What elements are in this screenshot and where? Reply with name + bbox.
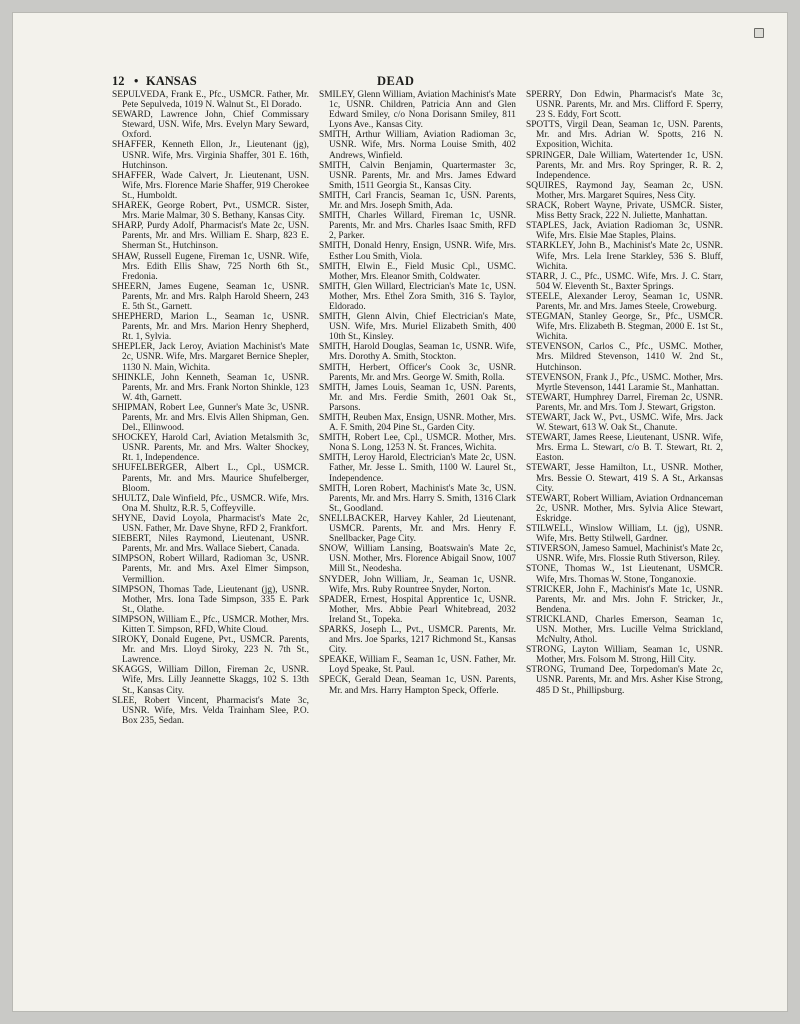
casualty-entry: STEGMAN, Stanley George, Sr., Pfc., USMCR. Wife, Mrs. Elizabeth B. Stegman, 2000 E. 1st St., Wichita. xyxy=(526,312,723,343)
casualty-entry: SMITH, Charles Willard, Fireman 1c, USNR. Parents, Mr. and Mrs. Charles Isaac Smith, RFD 2, Parker. xyxy=(319,211,516,242)
casualty-entry: SHAFFER, Kenneth Ellon, Jr., Lieutenant (jg), USNR. Wife, Mrs. Virginia Shaffer, 301 E. 16th, Hutchinson. xyxy=(112,140,309,171)
casualty-entry: SMITH, Donald Henry, Ensign, USNR. Wife, Mrs. Esther Lou Smith, Viola. xyxy=(319,241,516,262)
casualty-entry: STARKLEY, John B., Machinist's Mate 2c, USNR. Wife, Mrs. Lela Irene Starkley, 536 S. Bluff, Wichita. xyxy=(526,241,723,272)
casualty-entry: SMITH, Carl Francis, Seaman 1c, USN. Parents, Mr. and Mrs. Joseph Smith, Ada. xyxy=(319,190,516,212)
casualty-entry: SMITH, James Louis, Seaman 1c, USN. Parents, Mr. and Mrs. Ferdie Smith, 2601 Oak St., Parsons. xyxy=(319,382,516,413)
casualty-entry: STRICKLAND, Charles Emerson, Seaman 1c, USN. Mother, Mrs. Lucille Velma Strickland, McNulty, Athol. xyxy=(526,614,723,646)
casualty-entry: SMITH, Harold Douglas, Seaman 1c, USNR. Wife, Mrs. Dorothy A. Smith, Stockton. xyxy=(319,342,516,363)
casualty-entry: SHAFFER, Wade Calvert, Jr. Lieutenant, USN. Wife, Mrs. Florence Marie Shaffer, 919 Cherokee St., Humboldt. xyxy=(112,170,309,201)
casualty-entry: STEVENSON, Frank J., Pfc., USMC. Mother, Mrs. Myrtle Stevenson, 1441 Laramie St., Manhattan. xyxy=(526,372,723,393)
casualty-entry: STIVERSON, Jameso Samuel, Machinist's Mate 2c, USNR. Wife, Mrs. Flossie Ruth Stiverson, Riley. xyxy=(526,544,723,565)
casualty-entry: STARR, J. C., Pfc., USMC. Wife, Mrs. J. C. Starr, 504 W. Eleventh St., Baxter Springs. xyxy=(526,271,723,292)
casualty-entry: SMITH, Loren Robert, Machinist's Mate 3c, USN. Parents, Mr. and Mrs. Harry S. Smith, 1316 Clark St., Goodland. xyxy=(319,483,516,514)
casualty-entry: SEPULVEDA, Frank E., Pfc., USMCR. Father, Mr. Pete Sepulveda, 1019 N. Walnut St., El Dorado. xyxy=(112,90,309,111)
corner-mark xyxy=(754,28,764,38)
casualty-entry: STRICKER, John F., Machinist's Mate 1c, USNR. Parents, Mr. and Mrs. John F. Stricker, Jr., Bendena. xyxy=(526,584,723,615)
casualty-entry: SPECK, Gerald Dean, Seaman 1c, USN. Parents, Mr. and Mrs. Harry Hampton Speck, Offerle. xyxy=(319,675,516,696)
casualty-entry: SHEPHERD, Marion L., Seaman 1c, USNR. Parents, Mr. and Mrs. Marion Henry Shepherd, Rt. 1, Sylvia. xyxy=(112,312,309,343)
casualty-entry: SIMPSON, William E., Pfc., USMCR. Mother, Mrs. Kitten T. Simpson, RFD, White Cloud. xyxy=(112,614,309,635)
casualty-entry: SHULTZ, Dale Winfield, Pfc., USMCR. Wife, Mrs. Ona M. Shultz, R.R. 5, Coffeyville. xyxy=(112,493,309,514)
casualty-entry: SHOCKEY, Harold Carl, Aviation Metalsmith 3c, USNR. Parents, Mr. and Mrs. Walter Shockey, Rt. 1, Independence. xyxy=(112,433,309,464)
casualty-entry: STEWART, Robert William, Aviation Ordnanceman 2c, USNR. Mother, Mrs. Sylvia Alice Stewart, Eskridge. xyxy=(526,493,723,524)
casualty-entry: STAPLES, Jack, Aviation Radioman 3c, USNR. Wife, Mrs. Elsie Mae Staples, Plains. xyxy=(526,221,723,242)
casualty-entry: SHEPLER, Jack Leroy, Aviation Machinist's Mate 2c, USNR. Wife, Mrs. Margaret Bernice Shepler, 1130 N. Main, Wichita. xyxy=(112,342,309,373)
casualty-entry: STRONG, Trumand Dee, Torpedoman's Mate 2c, USNR. Parents, Mr. and Mrs. Asher Kise Strong, 485 D St., Phillipsburg. xyxy=(526,665,723,696)
casualty-entry: SHIPMAN, Robert Lee, Gunner's Mate 3c, USNR. Parents, Mr. and Mrs. Elvis Allen Shipman, Gen. Del., Ellinwood. xyxy=(112,402,309,434)
column-1 xyxy=(112,90,309,726)
casualty-entry: SMITH, Glen Willard, Electrician's Mate 1c, USN. Mother, Mrs. Ethel Zora Smith, 316 S. Taylor, Eldorado. xyxy=(319,281,516,312)
casualty-entry: SIROKY, Donald Eugene, Pvt., USMCR. Parents, Mr. and Mrs. Lloyd Siroky, 223 N. 7th St., Lawrence. xyxy=(112,635,309,666)
casualty-entry: SHEERN, James Eugene, Seaman 1c, USNR. Parents, Mr. and Mrs. Ralph Harold Sheern, 243 E. 5th St., Garnett. xyxy=(112,281,309,312)
casualty-entry: SHARP, Purdy Adolf, Pharmacist's Mate 2c, USN. Parents, Mr. and Mrs. William E. Sharp, 823 E. Sherman St., Hutchinson. xyxy=(112,221,309,252)
casualty-entry: SPRINGER, Dale William, Watertender 1c, USN. Parents, Mr. and Mrs. Roy Springer, R. R. 2, Independence. xyxy=(526,150,723,181)
casualty-entry: SKAGGS, William Dillon, Fireman 2c, USNR. Wife, Mrs. Lilly Jeannette Skaggs, 102 S. 13th St., Kansas City. xyxy=(112,665,309,696)
casualty-columns xyxy=(112,90,724,1000)
casualty-entry: SNOW, William Lansing, Boatswain's Mate 2c, USN. Mother, Mrs. Florence Abigail Snow, 1007 Mill St., Neodesha. xyxy=(319,544,516,575)
casualty-entry: STEVENSON, Carlos C., Pfc., USMC. Mother, Mrs. Mildred Stevenson, 1410 W. 2nd St., Hutchinson. xyxy=(526,342,723,373)
casualty-entry: SMITH, Glenn Alvin, Chief Electrician's Mate, USN. Wife, Mrs. Muriel Elizabeth Smith, 400 10th St., Kinsley. xyxy=(319,312,516,343)
casualty-entry: SIMPSON, Thomas Tade, Lieutenant (jg), USNR. Mother, Mrs. Iona Tade Simpson, 335 E. Park St., Olathe. xyxy=(112,584,309,615)
column-2 xyxy=(319,90,516,696)
casualty-entry: STEWART, James Reese, Lieutenant, USNR. Wife, Mrs. Erma L. Stewart, c/o B. T. Stewart, Rt. 2, Easton. xyxy=(526,433,723,464)
casualty-entry: SQUIRES, Raymond Jay, Seaman 2c, USN. Mother, Mrs. Margaret Squires, Ness City. xyxy=(526,180,723,201)
casualty-entry: SMILEY, Glenn William, Aviation Machinist's Mate 1c, USNR. Children, Patricia Ann and Glen Edward Smiley, c/o Nona Dorisann Smiley, 811 Lyons Ave., Kansas City. xyxy=(319,90,516,131)
casualty-entry: STEELE, Alexander Leroy, Seaman 1c, USNR. Parents, Mr. and Mrs. James Steele, Croweburg. xyxy=(526,291,723,312)
casualty-entry: SHAREK, George Robert, Pvt., USMCR. Sister, Mrs. Marie Malmar, 30 S. Bethany, Kansas City. xyxy=(112,201,309,222)
casualty-entry: SMITH, Leroy Harold, Electrician's Mate 2c, USN. Father, Mr. Jesse L. Smith, 1100 W. Laurel St., Independence. xyxy=(319,453,516,484)
casualty-entry: SIMPSON, Robert Willard, Radioman 3c, USNR. Parents, Mr. and Mrs. Axel Elmer Simpson, Vermillion. xyxy=(112,554,309,585)
casualty-entry: SMITH, Elwin E., Field Music Cpl., USMC. Mother, Mrs. Eleanor Smith, Coldwater. xyxy=(319,261,516,282)
casualty-entry: SLEE, Robert Vincent, Pharmacist's Mate 3c, USNR. Wife, Mrs. Velda Trainham Slee, P.O. Box 235, Sedan. xyxy=(112,695,309,726)
page-title: DEAD xyxy=(377,74,415,88)
casualty-entry: SEWARD, Lawrence John, Chief Commissary Steward, USN. Wife, Mrs. Evelyn Mary Seward, Oxford. xyxy=(112,110,309,141)
header-bullet: • xyxy=(134,74,139,88)
casualty-entry: SMITH, Herbert, Officer's Cook 3c, USNR. Parents, Mr. and Mrs. George W. Smith, Rolla. xyxy=(319,362,516,383)
state-name: KANSAS xyxy=(146,74,197,88)
casualty-entry: STEWART, Jack W., Pvt., USMC. Wife, Mrs. Jack W. Stewart, 613 W. Oak St., Chanute. xyxy=(526,413,723,434)
page-number: 12 xyxy=(112,74,125,88)
casualty-entry: SMITH, Reuben Max, Ensign, USNR. Mother, Mrs. A. F. Smith, 204 Pine St., Garden City. xyxy=(319,413,516,434)
casualty-entry: SPARKS, Joseph L., Pvt., USMCR. Parents, Mr. and Mrs. Joe Sparks, 1217 Richmond St., Kansas City. xyxy=(319,624,516,656)
casualty-entry: STEWART, Humphrey Darrel, Fireman 2c, USNR. Parents, Mr. and Mrs. Tom J. Stewart, Grigston. xyxy=(526,392,723,413)
casualty-entry: SHINKLE, John Kenneth, Seaman 1c, USNR. Parents, Mr. and Mrs. Frank Norton Shinkle, 123 W. 4th, Garnett. xyxy=(112,372,309,403)
casualty-entry: STEWART, Jesse Hamilton, Lt., USNR. Mother, Mrs. Bessie O. Stewart, 419 S. A St., Arkansas City. xyxy=(526,463,723,494)
casualty-entry: SPERRY, Don Edwin, Pharmacist's Mate 3c, USNR. Parents, Mr. and Mrs. Clifford F. Sperry, 23 S. Eddy, Fort Scott. xyxy=(526,90,723,121)
casualty-entry: SPOTTS, Virgil Dean, Seaman 1c, USN. Parents, Mr. and Mrs. Adrian W. Spotts, 216 N. Exposition, Wichita. xyxy=(526,120,723,151)
casualty-entry: STONE, Thomas W., 1st Lieutenant, USMCR. Wife, Mrs. Thomas W. Stone, Tonganoxie. xyxy=(526,564,723,585)
casualty-entry: STRONG, Layton William, Seaman 1c, USNR. Mother, Mrs. Folsom M. Strong, Hill City. xyxy=(526,645,723,666)
casualty-entry: SHUFELBERGER, Albert L., Cpl., USMCR. Parents, Mr. and Mrs. Maurice Shufelberger, Bloom. xyxy=(112,463,309,494)
casualty-entry: SHYNE, David Loyola, Pharmacist's Mate 2c, USN. Father, Mr. Dave Shyne, RFD 2, Frankfort. xyxy=(112,513,309,535)
casualty-entry: SNELLBACKER, Harvey Kahler, 2d Lieutenant, USMCR. Parents, Mr. and Mrs. Henry F. Snellbacker, Page City. xyxy=(319,513,516,545)
casualty-entry: SMITH, Calvin Benjamin, Quartermaster 3c, USNR. Parents, Mr. and Mrs. James Edward Smith, 1511 Georgia St., Kansas City. xyxy=(319,160,516,191)
casualty-entry: SRACK, Robert Wayne, Private, USMCR. Sister, Miss Betty Srack, 222 N. Juliette, Manhattan. xyxy=(526,201,723,222)
casualty-entry: SPEAKE, William F., Seaman 1c, USN. Father, Mr. Loyd Speake, St. Paul. xyxy=(319,655,516,676)
casualty-entry: SMITH, Robert Lee, Cpl., USMCR. Mother, Mrs. Nona S. Long, 1253 N. St. Frances, Wichita. xyxy=(319,433,516,454)
casualty-entry: SNYDER, John William, Jr., Seaman 1c, USNR. Wife, Mrs. Ruby Rountree Snyder, Norton. xyxy=(319,574,516,595)
casualty-entry: SHAW, Russell Eugene, Fireman 1c, USNR. Wife, Mrs. Edith Ellis Shaw, 725 North 6th St., Fredonia. xyxy=(112,251,309,282)
column-3 xyxy=(526,90,723,696)
casualty-entry: SPADER, Ernest, Hospital Apprentice 1c, USNR. Mother, Mrs. Abbie Pearl Whitebread, 2032 Ireland St., Topeka. xyxy=(319,594,516,625)
document-page xyxy=(12,12,788,1012)
casualty-entry: STILWELL, Winslow William, Lt. (jg), USNR. Wife, Mrs. Betty Stilwell, Gardner. xyxy=(526,524,723,545)
casualty-entry: SIEBERT, Niles Raymond, Lieutenant, USNR. Parents, Mr. and Mrs. Wallace Siebert, Canada. xyxy=(112,534,309,555)
casualty-entry: SMITH, Arthur William, Aviation Radioman 3c, USNR. Wife, Mrs. Norma Louise Smith, 402 Andrews, Winfield. xyxy=(319,130,516,161)
